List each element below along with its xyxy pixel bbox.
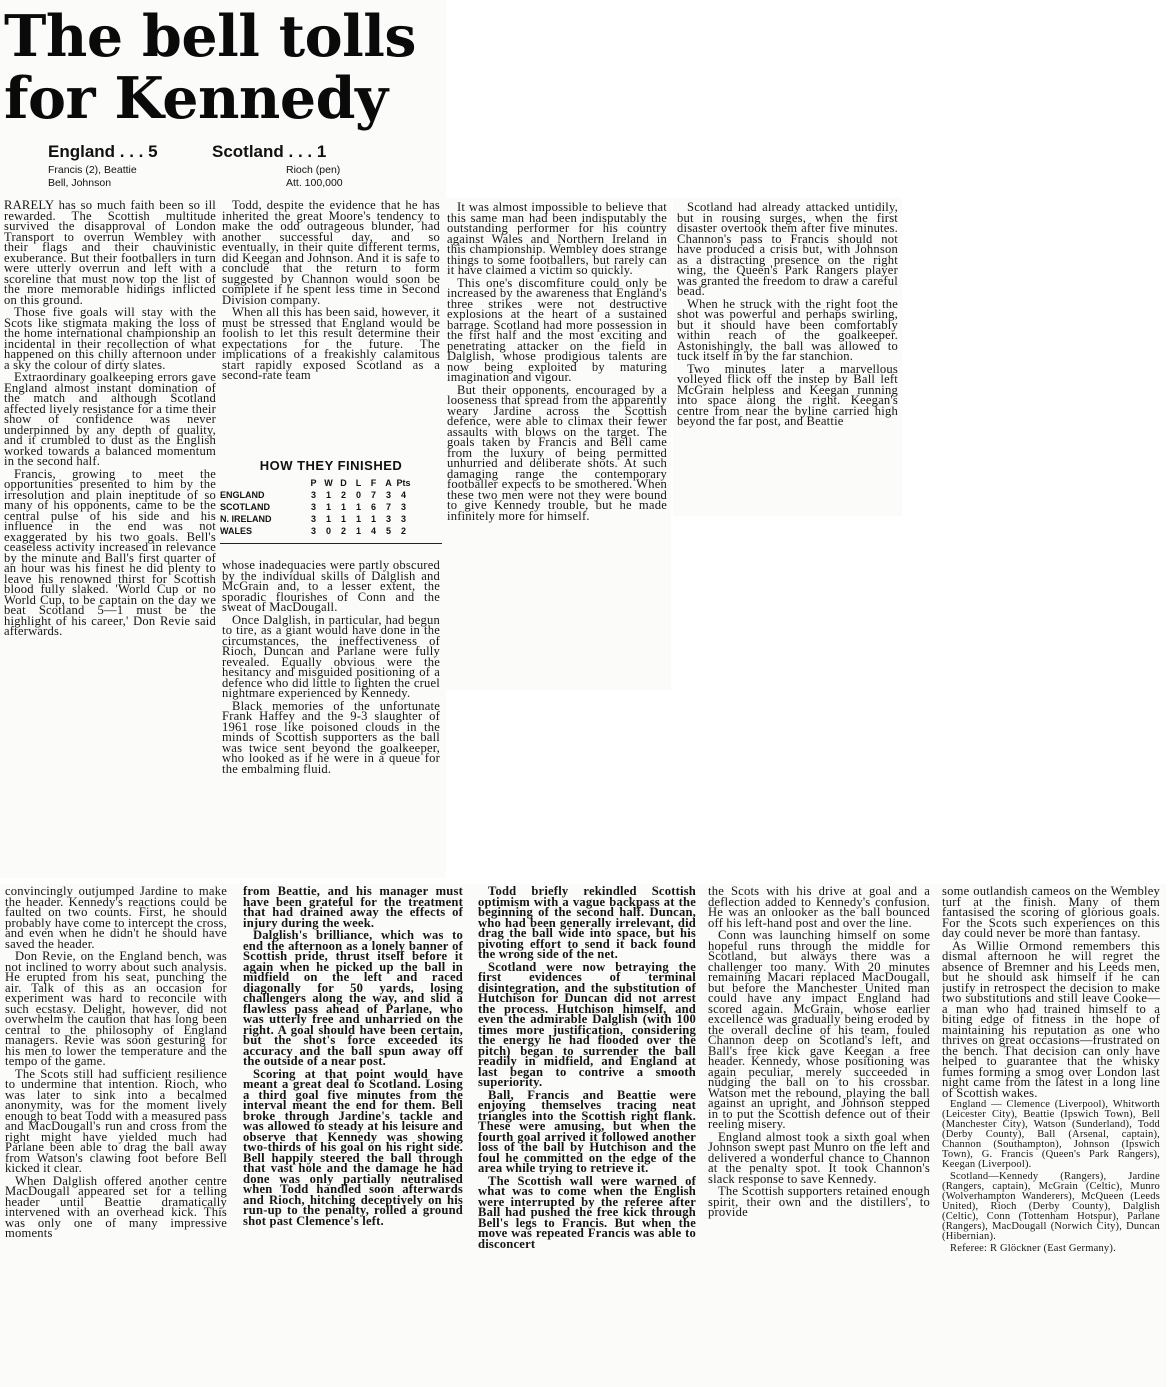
home-scorers-line-1: Francis (2), Beattie xyxy=(48,164,137,176)
headline-line-2: for Kennedy xyxy=(4,65,388,132)
table-row xyxy=(220,513,442,525)
headline-line-1: The bell tolls xyxy=(4,3,416,70)
table-cell: 4 xyxy=(400,490,406,500)
bottom-column-2 xyxy=(243,886,463,1384)
table-divider xyxy=(220,543,442,544)
bottom-column-3 xyxy=(478,886,696,1384)
table-cell: 3 xyxy=(385,490,391,500)
table-cell: 0 xyxy=(325,526,331,536)
paragraph: When all this has been said, however, it must be stressed that England would be foolish to let this result determine their expectations for the future. The implications of a freakishly calamitous start rapidly exposed Scotland as a second-rate team xyxy=(222,305,440,382)
table-header-cell: F xyxy=(370,478,377,488)
table-cell: 5 xyxy=(385,526,391,536)
table-cell: 6 xyxy=(370,502,376,512)
bottom-column-5 xyxy=(942,886,1160,1384)
paragraph: The Scottish wall were warned of what was to come when the English were interrupted by the referee after Ball had pushed the free kick through Bell's legs to Francis. But when the move was repeated Francis was able to disconcert xyxy=(478,1173,696,1251)
score-home: England . . . 5 xyxy=(48,142,158,161)
score-away: Scotland . . . 1 xyxy=(212,142,327,161)
paragraph: convincingly outjumped Jardine to make the header. Kennedy's reactions could be faulted on two counts. First, he should probably have come to intercept the cross, and even when he didn't he should have saved the header. xyxy=(5,886,227,951)
table-cell: 3 xyxy=(400,502,406,512)
away-scorers-line: Rioch (pen) xyxy=(286,164,341,176)
paragraph: Scotland had already attacked untidily, but in rousing surges, when the first disaster overtook them after five minutes. Channon's pass to Francis should not have produced a crisis but, with Johnson as a distracting presence on the right wing, the Queen's Park Rangers player was granted the freedom to draw a careful bead. xyxy=(677,202,898,298)
paragraph: whose inadequacies were partly obscured by the individual skills of Dalglish and McGrain and, to a lesser extent, the sporadic flourishes of Conn and the sweat of MacDougall. xyxy=(222,560,440,614)
paragraph: Once Dalglish, in particular, had begun to tire, as a giant would have done in the circumstances, the ineffectiveness of Rioch, Duncan and Parlane were fully revealed. Equally obvious were the hesitancy and misguided positioning of a defence who did little to lighten the cruel nightmare experienced by Kennedy. xyxy=(222,612,440,700)
table-header-cell: A xyxy=(385,478,392,488)
table-header-cell: W xyxy=(324,478,333,488)
table-cell: 0 xyxy=(355,490,361,500)
scotland-lineup: Scotland—Kennedy (Rangers), Jardine (Rangers, captain), McGrain (Celtic), Munro (Wolverhampton Wanderers), McQueen (Leeds United), Rioch (Derby County), Dalglish (Celtic), Conn (Tottenham Hotspur), Parlane (Rangers), MacDougall (Norwich City), Duncan (Hibernian). xyxy=(942,1171,1160,1242)
team-lineups xyxy=(942,1100,1160,1254)
home-scorers xyxy=(48,164,137,190)
paragraph: When Dalglish offered another centre MacDougall appeared set for a telling header until Beattie dramatically intervened with an overhead kick. This was only one of many impressive moments xyxy=(5,1173,227,1240)
table-cell: 1 xyxy=(355,526,361,536)
paragraph: Black memories of the unfortunate Frank Haffey and the 9-3 slaughter of 1961 rose like poisoned clouds in the minds of Scottish supporters as the ball was twice sent beyond the goalkeeper, who looked as if he were in a queue for the embalming fluid. xyxy=(222,698,440,776)
table-row xyxy=(220,489,442,501)
paragraph: Scotland were now betraying the first evidences of terminal disintegration, and the substitution of Hutchison for Duncan did not arrest the process. Hutchison himself, and even the admirable Dalglish (with 100 times more justification, considering the energy he had flooded over the pitch) began to surrender the ball readily in midfield, and England at last began to contrive a smooth superiority. xyxy=(478,959,696,1089)
bottom-column-1 xyxy=(5,886,227,1384)
table-cell: 1 xyxy=(340,502,346,512)
paragraph: RARELY has so much faith been so ill rewarded. The Scottish multitude survived the disapproval of London Transport to overrun Wembley with their flags and their chauvinistic exuberance. But their footballers in turn were utterly overrun and left with a scoreline that must now top the list of the more memorable hidings inflicted on this ground. xyxy=(4,200,216,307)
table-header-row xyxy=(220,477,442,489)
paragraph: Extraordinary goalkeeping errors gave England almost instant domination of the match and although Scotland affected lively resistance for a time their show of confidence was never underpinned by any depth of quality, and it crumbled to dust as the English worked towards a balanced momentum in the second half. xyxy=(4,370,216,468)
away-scorers xyxy=(286,164,343,190)
article-column-2-continued xyxy=(222,560,440,874)
table-cell: 3 xyxy=(385,514,391,524)
paragraph: Two minutes later a marvellous volleyed flick off the instep by Ball left McGrain helpless and Keegan running into space along the right. Keegan's centre from near the byline carried high beyond the far post, and Beattie xyxy=(677,361,898,428)
table-cell-team: WALES xyxy=(220,526,253,536)
article-column-2 xyxy=(222,200,440,456)
table-cell: 1 xyxy=(340,514,346,524)
paragraph: But their opponents, encouraged by a looseness that spread from the apparently weary Jardine across the Scottish defence, were able to climax their fewer assaults with blows on the target. The goals taken by Francis and Bell came from the luxury of being permitted unhurried and deliberate shots. At such damaging range the contemporary footballer expects to be smothered. When these two men were not they were bound to give Kennedy trouble, but he made infinitely more for himself. xyxy=(447,382,667,523)
paragraph: some outlandish cameos on the Wembley turf at the finish. Many of them fantasised the scoring of glorious goals. For the Scots such experiences on this day could never be more than fantasy. xyxy=(942,886,1160,940)
headline xyxy=(4,3,416,132)
paragraph: This one's discomfiture could only be increased by the awareness that England's three strikes were not destructive explosions at the heart of a sustained barrage. Scotland had more possession in the first half and the most exciting and penetrating attacker on the field in Dalglish, whose prodigious talents are now being exploited by maturing imagination and vigour. xyxy=(447,275,667,384)
table-cell-team: ENGLAND xyxy=(220,490,265,500)
paragraph: The Scots still had sufficient resilience to undermine that intention. Rioch, who was later to sink into a becalmed anonymity, was for the moment lively enough to beat Todd with a measured pass and MacDougall's run and cross from the right might have yielded much had Parlane been able to drag the ball away from Watson's clawing foot before Bell kicked it clear. xyxy=(5,1066,227,1175)
paragraph: Todd briefly rekindled Scottish optimism with a vague backpass at the beginning of the second half. Duncan, who had been generally irrelevant, did drag the ball wide into space, but his pivoting effort to send it back found the wrong side of the net. xyxy=(478,886,696,961)
paragraph: The Scottish supporters retained enough spirit, their own and the distillers', to provide xyxy=(708,1184,930,1219)
league-table xyxy=(220,458,442,544)
table-cell: 3 xyxy=(310,502,316,512)
paragraph: Francis, growing to meet the opportunities presented to him by the irresolution and plain ineptitude of so many of his opponents, came to be the central pulse of his side and his influence in the end was not exaggerated by his two goals. Bell's ceaseless activity increased in relevance by the minute and Ball's first quarter of an hour was his finest he did plenty to leave his renowned thirst for Scottish blood fully slaked. 'World Cup or no World Cup, to be captain on the day we beat Scotland 5—1 must be the highlight of his career,' Don Revie said afterwards. xyxy=(4,466,216,638)
table-cell: 2 xyxy=(400,526,406,536)
home-scorers-line-2: Bell, Johnson xyxy=(48,177,112,189)
paragraph: Dalglish's brilliance, which was to end the afternoon as a lonely banner of Scottish pride, thrust itself before it again when he picked up the ball in midfield on the left and raced diagonally for 50 yards, losing challengers along the way, and slid a flawless pass ahead of Parlane, who was utterly free and unharried on the right. A goal should have been certain, but the shot's force exceeded its accuracy and the ball spun away off the outside of a near post. xyxy=(243,928,463,1068)
table-cell: 1 xyxy=(370,514,376,524)
paragraph: Those five goals will stay with the Scots like stigmata making the loss of the home international championship an incidental in their recollection of what happened on this chilly afternoon under a sky the colour of dirty slates. xyxy=(4,305,216,372)
table-cell: 2 xyxy=(340,490,346,500)
paragraph: Don Revie, on the England bench, was not inclined to worry about such analysis. He erupted from his seat, punching the air. Talk of this as an occasion for experiment was hard to reconcile with such ecstasy. Delight, however, did not overwhelm the caution that has long been central to the philosophy of England managers. Revie was soon gesturing for his men to lower the temperature and the tempo of the game. xyxy=(5,949,227,1068)
table-row xyxy=(220,501,442,513)
table-cell: 3 xyxy=(310,526,316,536)
paragraph: Scoring at that point would have meant a great deal to Scotland. Losing a third goal five minutes from the interval meant the end for them. Bell broke through Jardine's tackle and was allowed to steady at his leisure and observe that Kennedy was showing two-thirds of his goal on his right side. Bell happily steered the ball through that vast hole and the damage he had done was only partially neutralised when Todd handled soon afterwards and Rioch, hitching deceptively on his run-up to the penalty, rolled a ground shot past Clemence's left. xyxy=(243,1066,463,1228)
table-cell: 2 xyxy=(340,526,346,536)
bottom-column-4 xyxy=(708,886,930,1384)
article-column-4 xyxy=(677,202,898,514)
paragraph: When he struck with the right foot the shot was powerful and perhaps swirling, but it should have been comfortably within reach of the goalkeeper. Astonishingly, the ball was allowed to tuck itself in by the far stanchion. xyxy=(677,296,898,363)
paragraph: As Willie Ormond remembers this dismal afternoon he will regret the absence of Bremner and his Leeds men, but he should ask himself if he can justify in retrospect the decision to make two substitutions and still leave Cooke—a man who had trained himself to a biting edge of fitness in the hope of maintaining his reputation as one who thrives on great occasions—frustrated on the bench. That decision can only have helped to guarantee that the whisky fumes forming a smog over London last night came from the latest in a long line of Scottish wakes. xyxy=(942,938,1160,1100)
paragraph: from Beattie, and his manager must have been grateful for the treatment that had drained away the effects of injury during the week. xyxy=(243,886,463,930)
table-header-cell: L xyxy=(355,478,362,488)
table-cell-team: SCOTLAND xyxy=(220,502,270,512)
table-cell: 1 xyxy=(325,502,331,512)
table-row xyxy=(220,525,442,537)
paragraph: England almost took a sixth goal when Johnson swept past Munro on the left and delivered a wonderful chance to Channon at the penalty spot. It took Channon's slack response to save Kennedy. xyxy=(708,1129,930,1186)
table-cell: 7 xyxy=(385,502,391,512)
paragraph: Conn was launching himself on some hopeful runs through the middle for Scotland, but always there was a challenger too many. With 20 minutes remaining Macari replaced MacDougall, but before the Manchester United man could have any impact England had scored again. McGrain, whose earlier excellence was gradually being eroded by the overall decline of his team, fouled Channon deep on Scotland's left, and Ball's free kick gave Keegan a free header. Kennedy, whose positioning was again peculiar, merely succeeded in nudging the ball on to his crossbar. Watson met the rebound, playing the ball against an upright, and Johnson stepped in to put the Scottish defence out of their reeling misery. xyxy=(708,928,930,1131)
table-header-cell xyxy=(220,477,306,489)
table-cell: 7 xyxy=(370,490,376,500)
table-title: HOW THEY FINISHED xyxy=(259,458,403,473)
table-header-cell: P xyxy=(310,478,317,488)
table-cell: 3 xyxy=(400,514,406,524)
england-lineup: England — Clemence (Liverpool), Whitworth (Leicester City), Beattie (Ipswich Town), Bell (Manchester City), Watson (Sunderland), Todd (Derby County), Ball (Arsenal, captain), Channon (Southampton), Johnson (Ipswich Town), G. Francis (Queen's Park Rangers), Keegan (Liverpool). xyxy=(942,1099,1160,1170)
table-cell: 3 xyxy=(310,490,316,500)
table-cell: 1 xyxy=(325,514,331,524)
table-cell: 1 xyxy=(355,502,361,512)
referee-line: Referee: R Glöckner (East Germany). xyxy=(950,1243,1116,1254)
paragraph: Todd, despite the evidence that he has inherited the great Moore's tendency to make the odd outrageous blunder, had another successful day, and so eventually, in their quite different terms, did Keegan and Johnson. And it is safe to conclude that the return to form suggested by Channon would soon be complete if he spent less time in Second Division company. xyxy=(222,200,440,307)
table-header-cell: D xyxy=(340,478,347,488)
table-cell: 1 xyxy=(325,490,331,500)
paragraph: Ball, Francis and Beattie were enjoying themselves tracing neat triangles into the Scottish right flank. These were amusing, but when the fourth goal arrived it followed another loss of the ball by Hutchison and the foul he committed on the edge of the area while trying to retrieve it. xyxy=(478,1087,696,1175)
article-column-1 xyxy=(4,200,216,860)
article-column-3 xyxy=(447,202,667,688)
table-cell: 3 xyxy=(310,514,316,524)
table-cell: 1 xyxy=(355,514,361,524)
table-header-cell: Pts xyxy=(396,478,411,488)
attendance: Att. 100,000 xyxy=(286,177,343,189)
table-cell-team: N. IRELAND xyxy=(220,514,272,524)
paragraph: the Scots with his drive at goal and a deflection added to Kennedy's confusion. He was an onlooker as the ball bounced off his left-hand post and over the line. xyxy=(708,886,930,930)
table-cell: 4 xyxy=(370,526,376,536)
paragraph: It was almost impossible to believe that this same man had been indisputably the outstanding performer for his country against Wales and Northern Ireland in this championship. Wembley does strange things to some footballers, but rarely can it have claimed a victim so quickly. xyxy=(447,202,667,277)
